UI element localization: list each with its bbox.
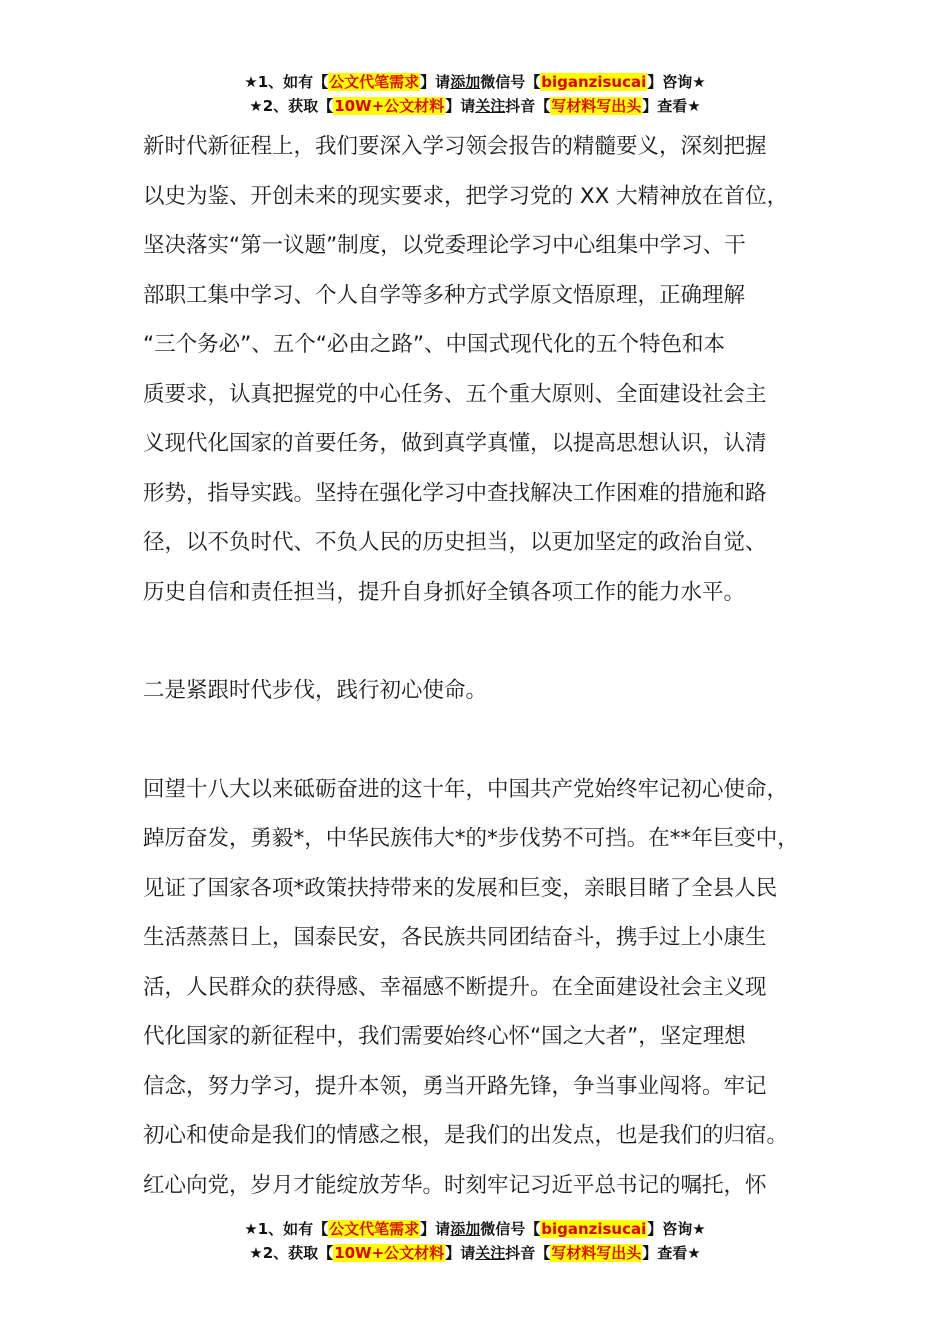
highlight-douyin: 写材料写出头 xyxy=(551,97,642,115)
document-body xyxy=(143,122,833,1210)
highlight-wechat-id: biganzisucai xyxy=(541,1220,647,1238)
paragraph-mission: 回望十八大以来砥砺奋进的这十年，中国共产党始终牢记初心使命， 踔厉奋发，勇毅*，中华民族伟大*的*步伐势不可挡。在**年巨变中， 见证了国家各项*政策扶持带来的发展和巨变，亲眼目睹了全县人民 生活蒸蒸日上，国泰民安，各民族共同团结奋斗，携手过上小康生 活，人民群众的获得感、幸福感不断提升。在全面建设社会主义现 代化国家的新征程中，我们需要始终心怀“国之大者”，坚定理想 信念，努力学习，提升本领，勇当开路先锋，争当事业闯将。牢记 初心和使命是我们的情感之根，是我们的出发点，也是我们的归宿。 红心向党，岁月才能绽放芳华。时刻牢记习近平总书记的嘱托，怀 xyxy=(143,776,799,1198)
footer-banner xyxy=(0,1217,950,1265)
highlight-douyin: 写材料写出头 xyxy=(551,1244,642,1262)
highlight-wechat-id: biganzisucai xyxy=(541,73,647,91)
highlight-materials: 10W+公文材料 xyxy=(334,97,445,115)
paragraph-study: 新时代新征程上，我们要深入学习领会报告的精髓要义，深刻把握 以史为鉴、开创未来的现实要求，把学习党的 XX 大精神放在首位， 坚决落实“第一议题”制度，以党委理论学习中心组集中学习、干 部职工集中学习、个人自学等多种方式学原文悟原理，正确理解 “三个务必”、五个“必由之路”、中国式现代化的五个特色和本 质要求，认真把握党的中心任务、五个重大原则、全面建设社会主 义现代化国家的首要任务，做到真学真懂，以提高思想认识，认清 形势，指导实践。坚持在强化学习中查找解决工作困难的措施和路 径，以不负时代、不负人民的历史担当，以更加坚定的政治自觉、 历史自信和责任担当，提升自身抓好全镇各项工作的能力水平。 xyxy=(143,134,789,605)
section-heading: 二是紧跟时代步伐，践行初心使命。 xyxy=(143,678,488,703)
banner-line-1: ★1、如有【公文代笔需求】请添加微信号【biganzisucai】咨询★ xyxy=(244,73,706,91)
highlight-service: 公文代笔需求 xyxy=(329,1220,420,1238)
highlight-materials: 10W+公文材料 xyxy=(334,1244,445,1262)
banner-line-2: ★2、获取【10W+公文材料】请关注抖音【写材料写出头】查看★ xyxy=(249,97,701,115)
highlight-service: 公文代笔需求 xyxy=(329,73,420,91)
banner-line-2: ★2、获取【10W+公文材料】请关注抖音【写材料写出头】查看★ xyxy=(249,1244,701,1262)
banner-line-1: ★1、如有【公文代笔需求】请添加微信号【biganzisucai】咨询★ xyxy=(244,1220,706,1238)
header-banner xyxy=(0,70,950,118)
